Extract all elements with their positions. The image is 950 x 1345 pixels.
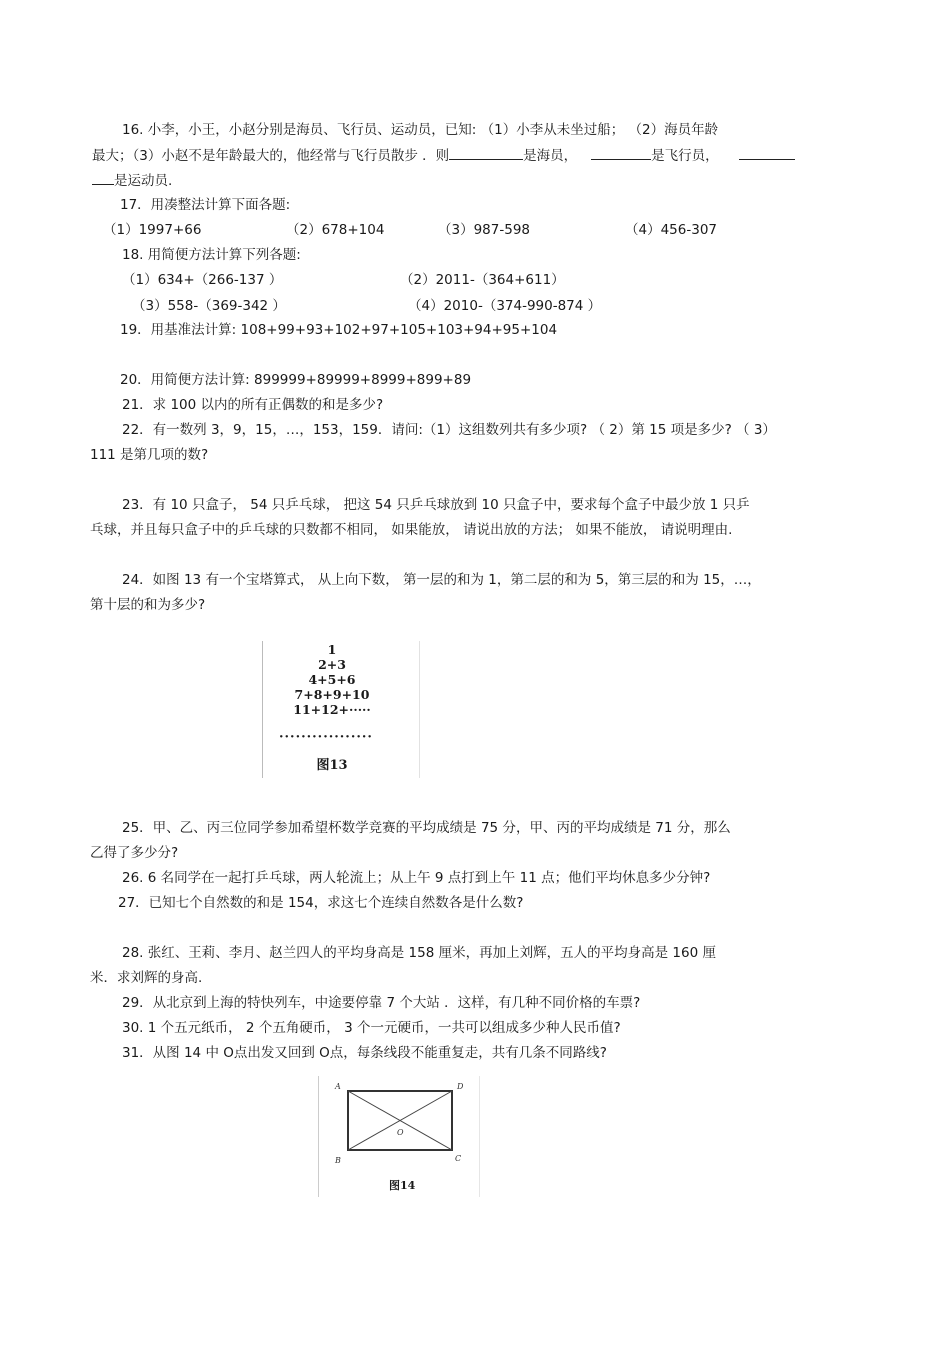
q17-title: 17．用凑整法计算下面各题: <box>120 197 291 213</box>
q17-item: （4）456-307 <box>625 222 717 238</box>
answer-blank-athlete-cont[interactable] <box>92 170 114 185</box>
q25-line1: 25．甲、乙、丙三位同学参加希望杯数学竞赛的平均成绩是 75 分，甲、丙的平均成绩是 71 分，那么 <box>122 820 731 836</box>
q16-line2 <box>92 145 795 166</box>
q29: 29．从北京到上海的特快列车，中途要停靠 7 个大站 ．这样，有几种不同价格的车票? <box>122 995 641 1011</box>
q22-line1: 22．有一数列 3，9，15，…，153，159．请问:（1）这组数列共有多少项? （ 2）第 15 项是多少? （ 3） <box>122 422 776 438</box>
pagoda-row: 4+5+6 <box>308 672 356 687</box>
pagoda-row: 11+12+····· <box>293 702 371 717</box>
q16-text: 是运动员. <box>114 173 173 189</box>
q22-line2: 111 是第几项的数? <box>90 447 209 463</box>
figure-13-pagoda <box>262 641 420 778</box>
q20: 20．用简便方法计算: 899999+89999+8999+899+89 <box>120 372 472 388</box>
vertex-label-a: A <box>335 1082 341 1091</box>
q26: 26. 6 名同学在一起打乒乓球，两人轮流上；从上午 9 点打到上午 11 点；他们平均休息多少分钟? <box>122 870 711 886</box>
q18-item: （1）634+（266-137 ） <box>122 272 283 288</box>
q21: 21．求 100 以内的所有正偶数的和是多少? <box>122 397 384 413</box>
answer-blank-pilot[interactable] <box>591 145 651 160</box>
q16-text: 是飞行员， <box>651 148 719 164</box>
q18-item: （3）558-（369-342 ） <box>132 298 286 314</box>
q24-line2: 第十层的和为多少? <box>90 597 206 613</box>
q23-line2: 乓球，并且每只盒子中的乒乓球的只数都不相同， 如果能放， 请说出放的方法； 如果不能放， 请说明理由. <box>90 522 733 538</box>
pagoda-ellipsis-row: ················· <box>279 730 373 745</box>
q18-title: 18. 用简便方法计算下列各题: <box>122 247 301 263</box>
q19: 19．用基准法计算: 108+99+93+102+97+105+103+94+95+104 <box>120 322 558 338</box>
q18-item: （4）2010-（374-990-874 ） <box>408 298 602 314</box>
q16-text: 最大；（3）小赵不是年龄最大的，他经常与飞行员散步 ．则 <box>92 148 450 164</box>
q30: 30. 1 个五元纸币， 2 个五角硬币， 3 个一元硬币，一共可以组成多少种人民币值? <box>122 1020 621 1036</box>
q23-line1: 23．有 10 只盒子， 54 只乒乓球， 把这 54 只乒乓球放到 10 只盒子中，要求每个盒子中最少放 1 只乒 <box>122 497 750 513</box>
q16-line3 <box>92 170 172 191</box>
q31: 31．从图 14 中 O点出发又回到 O点，每条线段不能重复走，共有几条不同路线? <box>122 1045 607 1061</box>
q25-line2: 乙得了多少分? <box>90 845 179 861</box>
vertex-label-b: B <box>335 1156 341 1165</box>
answer-blank-athlete[interactable] <box>739 145 795 160</box>
figure-14-caption: 图14 <box>389 1179 416 1192</box>
q17-item: （2）678+104 <box>286 222 385 238</box>
q17-item: （1）1997+66 <box>103 222 202 238</box>
q16-text: 是海员， <box>523 148 578 164</box>
q28-line1: 28. 张红、王莉、李月、赵兰四人的平均身高是 158 厘米，再加上刘辉，五人的平均身高是 160 厘 <box>122 945 716 961</box>
pagoda-row: 2+3 <box>318 657 346 672</box>
vertex-label-c: C <box>455 1154 462 1163</box>
q27: 27．已知七个自然数的和是 154，求这七个连续自然数各是什么数? <box>118 895 524 911</box>
q24-line1: 24．如图 13 有一个宝塔算式， 从上向下数， 第一层的和为 1，第二层的和为 5，第三层的和为 15，…， <box>122 572 761 588</box>
pagoda-row: 1 <box>327 642 337 657</box>
figure-13-caption: 图13 <box>316 758 348 773</box>
pagoda-row: 7+8+9+10 <box>294 687 370 702</box>
answer-blank-sailor[interactable] <box>449 145 523 160</box>
q28-line2: 米．求刘辉的身高. <box>90 970 203 986</box>
vertex-label-d: D <box>457 1082 464 1091</box>
q18-item: （2）2011-（364+611） <box>400 272 565 288</box>
center-label-o: O <box>397 1128 404 1137</box>
q17-item: （3）987-598 <box>438 222 530 238</box>
figure-14-rectangle <box>318 1076 480 1197</box>
q16-line1: 16. 小李，小王，小赵分别是海员、飞行员、运动员，已知: （1）小李从未坐过船； （2）海员年龄 <box>122 122 719 138</box>
